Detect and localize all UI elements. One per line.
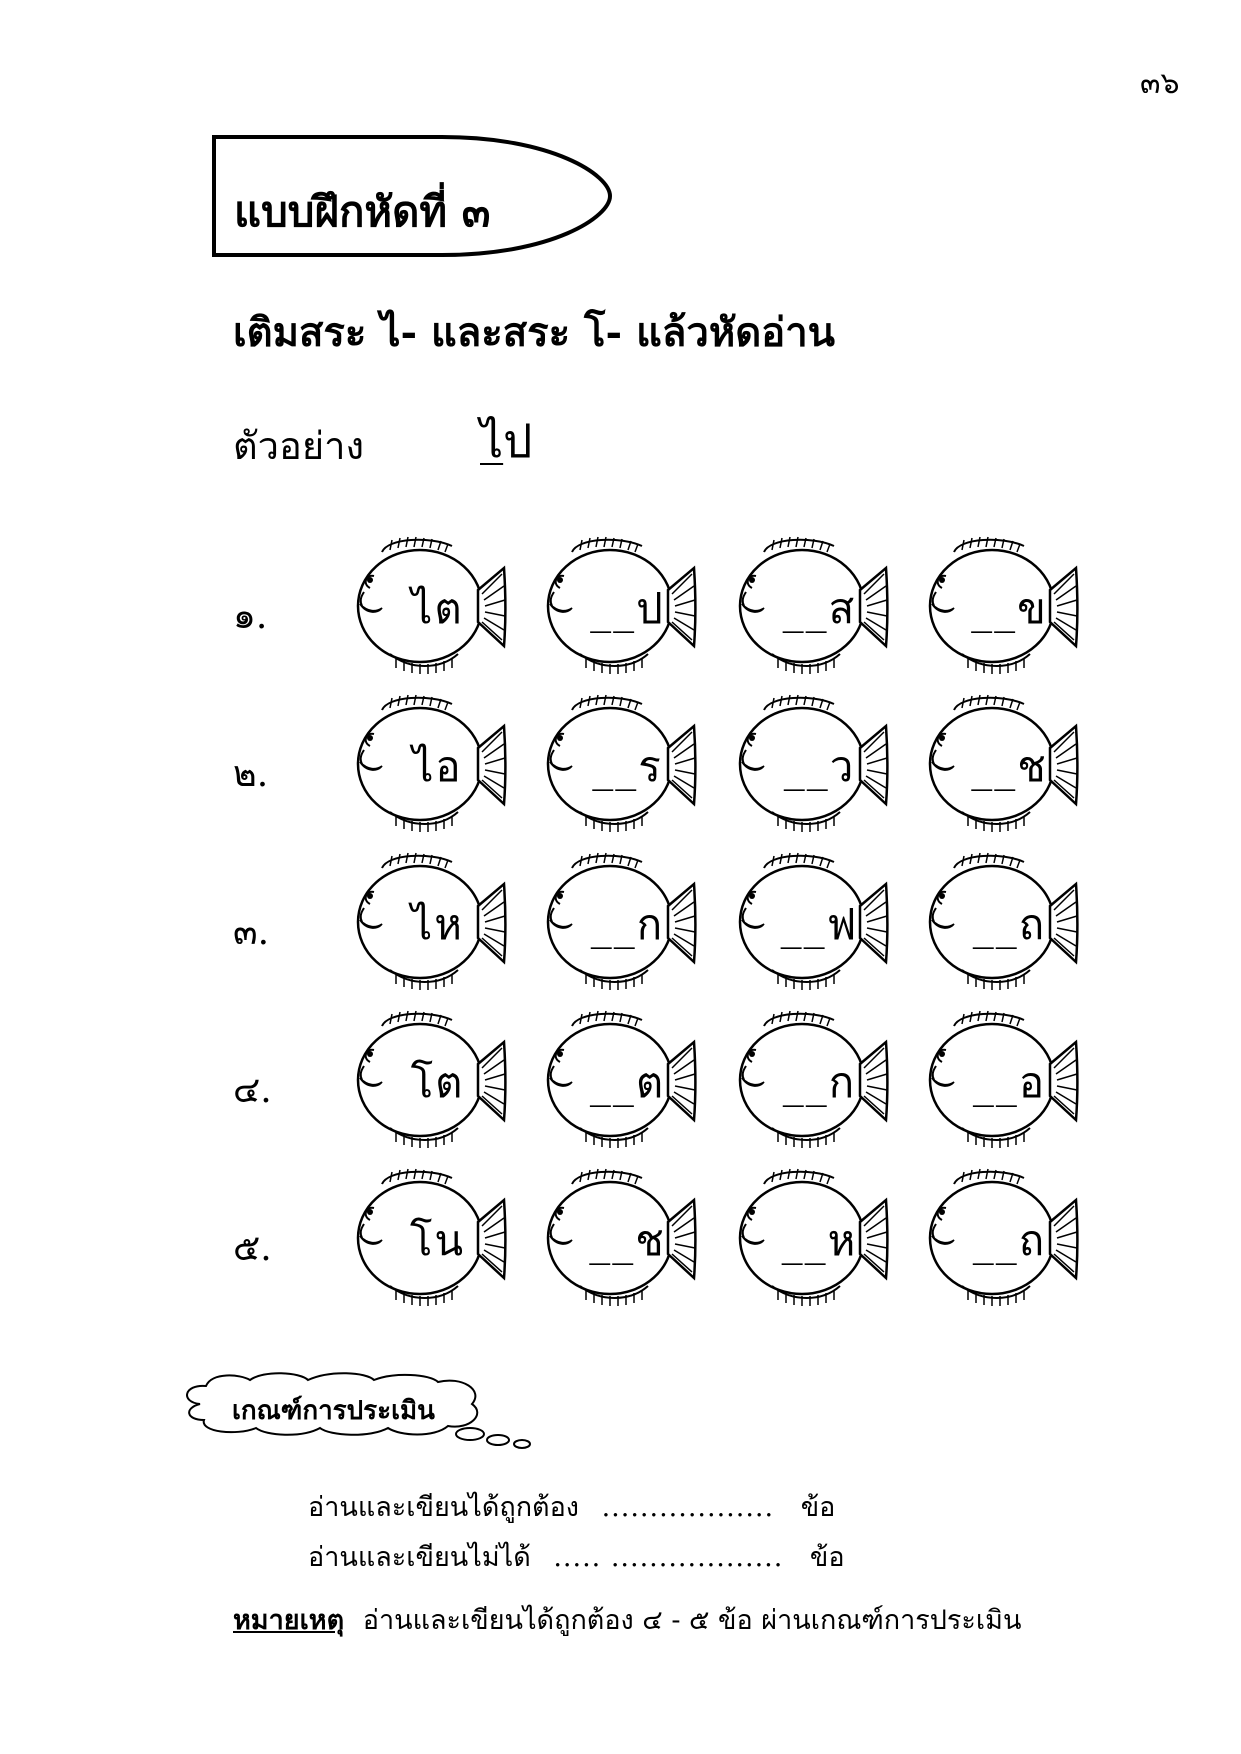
fish-item — [530, 1160, 700, 1315]
note-text: อ่านและเขียนได้ถูกต้อง ๔ - ๕ ข้อ ผ่านเกณฑ์การประเมิน — [362, 1605, 1022, 1636]
fish-word: โต — [410, 1058, 465, 1107]
score-blank: ..... .................. — [553, 1542, 784, 1573]
example-word — [480, 405, 532, 478]
row-number-2: ๒. — [233, 754, 269, 795]
title-tab — [212, 135, 612, 257]
score-blank: .................. — [601, 1492, 775, 1523]
score-line-text: อ่านและเขียนไม่ได้ — [308, 1542, 531, 1573]
note — [233, 1598, 1021, 1641]
fish-word: __ช — [589, 1216, 666, 1265]
fish-word: __ช — [971, 742, 1048, 791]
fish-item — [722, 686, 892, 841]
example-label: ตัวอย่าง — [233, 424, 364, 468]
fish-word: __ก — [782, 1058, 857, 1107]
score-unit: ข้อ — [809, 1542, 845, 1573]
fish-item — [912, 1160, 1082, 1315]
fish-item — [530, 1002, 700, 1157]
fish-word: __ส — [782, 584, 857, 633]
fish-word: __ต — [589, 1058, 666, 1107]
fish-item — [340, 528, 510, 683]
fish-item — [340, 686, 510, 841]
fish-item — [912, 844, 1082, 999]
fish-word: __ว — [783, 742, 856, 791]
fish-item — [340, 1002, 510, 1157]
fish-word: ไห — [411, 900, 464, 949]
row-number-1: ๑. — [233, 596, 268, 637]
assessment-heading: เกณฑ์การประเมิน — [232, 1396, 435, 1426]
row-number-4: ๔. — [233, 1070, 272, 1111]
assessment-cloud — [180, 1372, 550, 1452]
example-vowel: ไ — [480, 414, 504, 468]
instruction-text: เติมสระ ไ- และสระ โ- แล้วหัดอ่าน — [233, 309, 835, 356]
row-number-3: ๓. — [233, 912, 270, 953]
fish-item — [722, 1160, 892, 1315]
fish-word: __อ — [972, 1058, 1047, 1107]
fish-word: __ข — [971, 584, 1048, 633]
score-line-incorrect — [308, 1535, 845, 1578]
example-consonant: ป — [503, 414, 533, 468]
fish-item — [722, 844, 892, 999]
score-line-correct — [308, 1485, 835, 1528]
fish-item — [340, 1160, 510, 1315]
fish-word: __ห — [781, 1216, 858, 1265]
fish-word: ไต — [411, 584, 464, 633]
page-title: แบบฝึกหัดที่ ๓ — [234, 187, 491, 236]
fish-word: __ถ — [972, 1216, 1047, 1265]
fish-word: __ป — [590, 584, 665, 633]
fish-item — [722, 1002, 892, 1157]
fish-item — [530, 844, 700, 999]
fish-word: __ถ — [972, 900, 1047, 949]
note-label: หมายเหตุ — [233, 1605, 345, 1636]
page-number: ๓๖ — [1140, 66, 1180, 101]
score-unit: ข้อ — [800, 1492, 836, 1523]
fish-item — [530, 686, 700, 841]
fish-word: ไอ — [412, 742, 463, 791]
fish-word: โน — [409, 1216, 466, 1265]
fish-word: __ก — [590, 900, 665, 949]
fish-word: __ฟ — [780, 900, 859, 949]
score-line-text: อ่านและเขียนได้ถูกต้อง — [308, 1492, 579, 1523]
row-number-5: ๕. — [233, 1228, 272, 1269]
fish-item — [912, 686, 1082, 841]
fish-item — [530, 528, 700, 683]
fish-item — [722, 528, 892, 683]
fish-item — [912, 528, 1082, 683]
fish-word: __ร — [592, 742, 663, 791]
fish-item — [340, 844, 510, 999]
fish-item — [912, 1002, 1082, 1157]
